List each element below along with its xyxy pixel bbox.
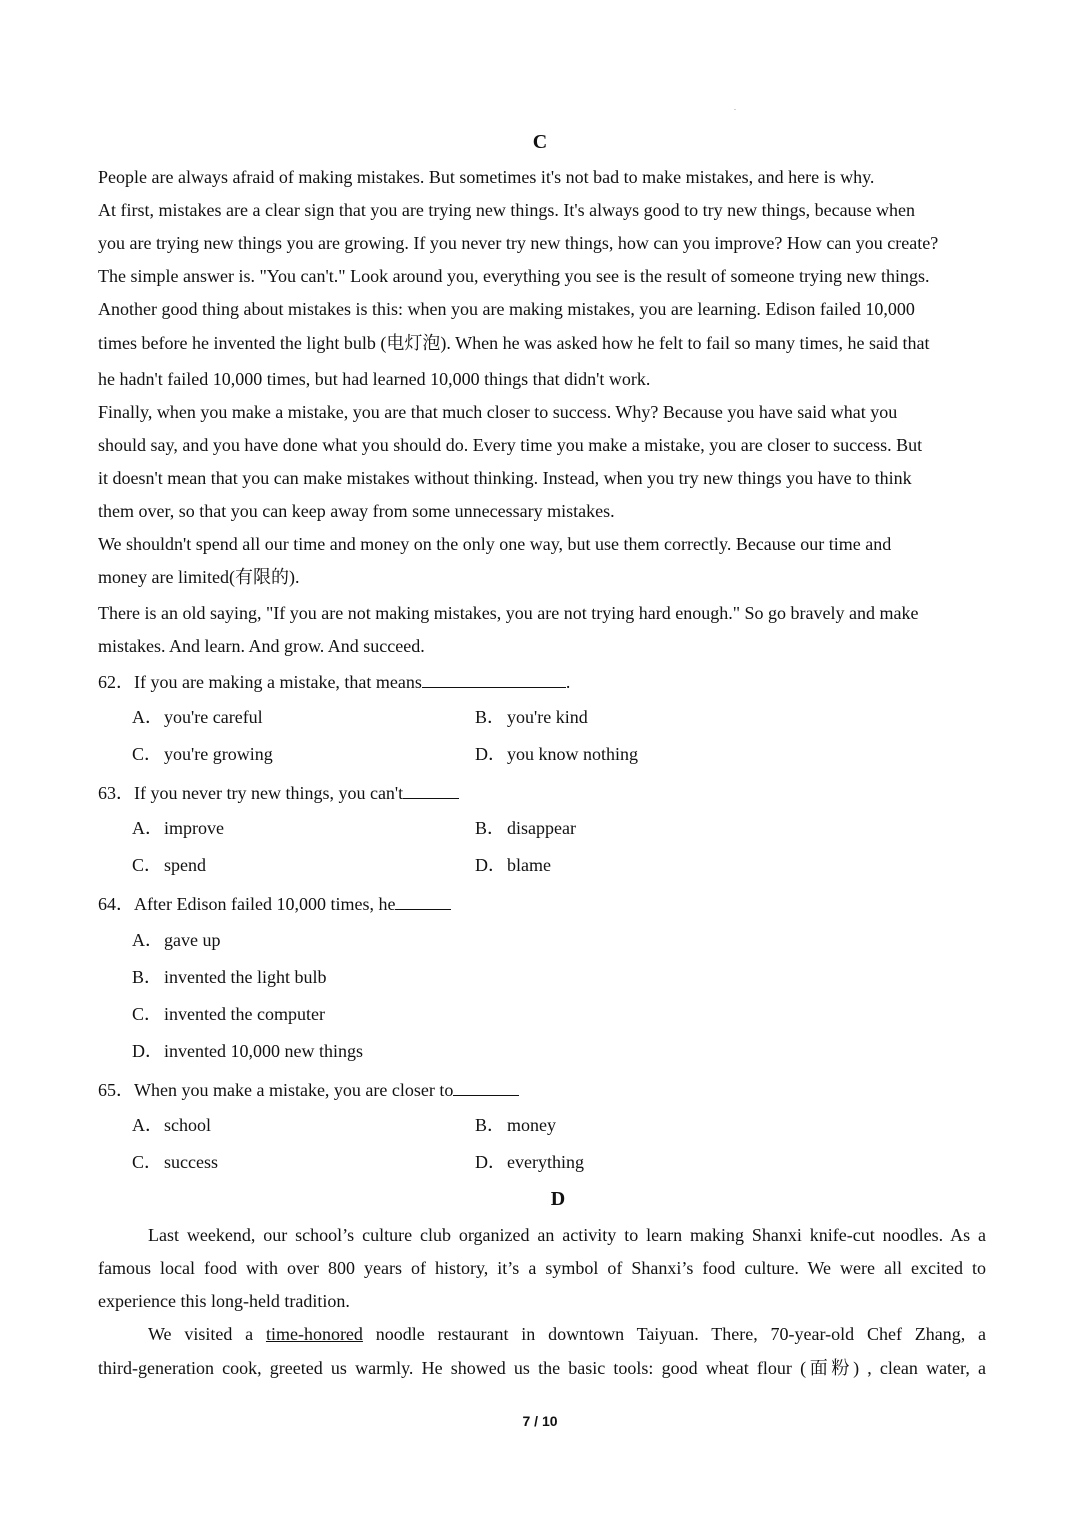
section-d-title: D xyxy=(550,1188,566,1210)
passage-line: it doesn't mean that you can make mistakes without thinking. Instead, when you try new things you have to think xyxy=(98,468,912,488)
option-c[interactable] xyxy=(132,1003,325,1025)
stray-mark: . xyxy=(734,103,736,112)
passage-line: money are limited(有限的). xyxy=(98,567,300,587)
passage-line: Last weekend, our school’s culture club organized an activity to learn making Shanxi knife-cut noodles. As a xyxy=(148,1225,986,1245)
underlined-term: time-honored xyxy=(265,1324,363,1344)
passage-line: People are always afraid of making mistakes. But sometimes it's not bad to make mistakes, and here is why. xyxy=(98,167,875,187)
passage-line: times before he invented the light bulb (电灯泡). When he was asked how he felt to fail so many times, he said that xyxy=(98,333,930,353)
option-d[interactable] xyxy=(475,743,638,765)
passage-line: should say, and you have done what you should do. Every time you make a mistake, you are closer to success. But xyxy=(98,435,923,455)
option-label: D． xyxy=(475,855,506,875)
passage-line: experience this long-held tradition. xyxy=(98,1291,350,1311)
option-d[interactable] xyxy=(132,1040,363,1062)
page-number: 7 / 10 xyxy=(522,1413,558,1429)
option-b[interactable] xyxy=(132,966,326,988)
question-62 xyxy=(98,669,570,693)
option-b[interactable] xyxy=(475,1114,556,1136)
option-a[interactable] xyxy=(132,929,220,951)
answer-blank xyxy=(453,1077,519,1096)
option-text: money xyxy=(507,1115,556,1135)
passage-line: At first, mistakes are a clear sign that you are trying new things. It's always good to try new things, because when xyxy=(98,200,916,220)
question-tail: . xyxy=(565,672,571,692)
option-text: you know nothing xyxy=(507,744,639,764)
option-a[interactable] xyxy=(132,817,224,839)
option-text: invented the light bulb xyxy=(164,967,327,987)
question-number: 63． xyxy=(98,783,134,803)
passage-line: third-generation cook, greeted us warmly. He showed us the basic tools: good wheat flour (面粉) , clean water, a xyxy=(98,1358,986,1378)
option-label: C． xyxy=(132,1004,163,1024)
option-label: C． xyxy=(132,855,163,875)
passage-line: There is an old saying, "If you are not making mistakes, you are not trying hard enough." So go bravely and make xyxy=(98,603,919,623)
option-d[interactable] xyxy=(475,854,551,876)
question-number: 65． xyxy=(98,1080,134,1100)
option-label: B． xyxy=(132,967,163,987)
option-label: A． xyxy=(132,707,163,727)
question-65 xyxy=(98,1077,519,1101)
question-stem: If you never try new things, you can't xyxy=(134,783,404,803)
option-a[interactable] xyxy=(132,1114,211,1136)
question-number: 64． xyxy=(98,894,134,914)
passage-line: famous local food with over 800 years of history, it’s a symbol of Shanxi’s food culture. We were all excited to xyxy=(98,1258,986,1278)
option-b[interactable] xyxy=(475,706,588,728)
option-text: invented 10,000 new things xyxy=(164,1041,363,1061)
option-label: A． xyxy=(132,930,163,950)
question-stem: If you are making a mistake, that means xyxy=(134,672,422,692)
answer-blank xyxy=(395,891,451,910)
option-text: you're careful xyxy=(164,707,263,727)
option-label: D． xyxy=(475,744,506,764)
question-63 xyxy=(98,780,459,804)
option-text: blame xyxy=(507,855,551,875)
option-label: B． xyxy=(475,707,506,727)
option-b[interactable] xyxy=(475,817,576,839)
passage-line: you are trying new things you are growing. If you never try new things, how can you improve? How can you create? xyxy=(98,233,939,253)
option-text: improve xyxy=(164,818,224,838)
option-text: you're growing xyxy=(164,744,273,764)
text-run: We visited a xyxy=(148,1324,254,1344)
option-text: success xyxy=(164,1152,218,1172)
question-64 xyxy=(98,891,451,915)
question-stem: When you make a mistake, you are closer to xyxy=(134,1080,454,1100)
option-text: invented the computer xyxy=(164,1004,325,1024)
passage-line: The simple answer is. "You can't." Look around you, everything you see is the result of someone trying new things. xyxy=(98,266,930,286)
option-label: D． xyxy=(132,1041,163,1061)
option-c[interactable] xyxy=(132,1151,218,1173)
option-c[interactable] xyxy=(132,854,206,876)
option-a[interactable] xyxy=(132,706,263,728)
passage-line: them over, so that you can keep away from some unnecessary mistakes. xyxy=(98,501,615,521)
option-label: A． xyxy=(132,818,163,838)
option-text: school xyxy=(164,1115,211,1135)
option-text: disappear xyxy=(507,818,576,838)
text-run: noodle restaurant in downtown Taiyuan. There, 70-year-old Chef Zhang, a xyxy=(375,1324,987,1344)
answer-blank xyxy=(403,780,459,799)
option-d[interactable] xyxy=(475,1151,584,1173)
passage-line: mistakes. And learn. And grow. And succeed. xyxy=(98,636,425,656)
option-label: A． xyxy=(132,1115,163,1135)
option-label: B． xyxy=(475,818,506,838)
option-label: C． xyxy=(132,1152,163,1172)
passage-line: he hadn't failed 10,000 times, but had learned 10,000 things that didn't work. xyxy=(98,369,651,389)
passage-line xyxy=(148,1323,986,1345)
option-text: everything xyxy=(507,1152,584,1172)
answer-blank xyxy=(422,669,566,688)
question-number: 62． xyxy=(98,672,134,692)
passage-line: Finally, when you make a mistake, you are that much closer to success. Why? Because you have said what you xyxy=(98,402,898,422)
option-text: spend xyxy=(164,855,206,875)
option-text: gave up xyxy=(164,930,221,950)
passage-line: We shouldn't spend all our time and money on the only one way, but use them correctly. Because our time and xyxy=(98,534,892,554)
option-label: D． xyxy=(475,1152,506,1172)
question-stem: After Edison failed 10,000 times, he xyxy=(134,894,396,914)
passage-line: Another good thing about mistakes is this: when you are making mistakes, you are learning. Edison failed 10,000 xyxy=(98,299,915,319)
option-c[interactable] xyxy=(132,743,273,765)
option-label: B． xyxy=(475,1115,506,1135)
option-text: you're kind xyxy=(507,707,588,727)
option-label: C． xyxy=(132,744,163,764)
section-c-title: C xyxy=(532,131,548,153)
